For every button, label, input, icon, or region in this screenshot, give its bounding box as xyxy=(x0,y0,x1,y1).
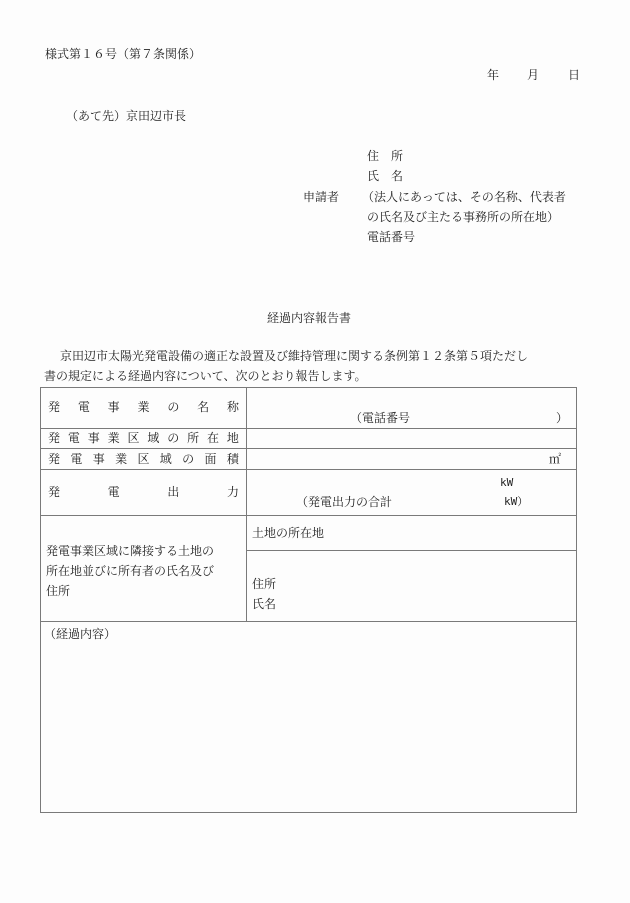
label-adjacent-land-line1: 発電事業区域に隣接する土地の xyxy=(46,544,215,558)
table-rule xyxy=(40,448,577,449)
business-phone-close: ） xyxy=(556,411,569,425)
label-char: 力 xyxy=(226,485,239,499)
power-output-field[interactable] xyxy=(248,471,498,491)
label-char: 在 xyxy=(207,431,220,445)
label-char: 業 xyxy=(107,431,120,445)
land-location-label: 土地の所在地 xyxy=(252,526,325,540)
document-title: 経過内容報告書 xyxy=(267,311,352,325)
label-char: 所 xyxy=(187,431,200,445)
label-char: 事 xyxy=(87,431,100,445)
table-rule xyxy=(40,515,577,516)
business-phone-label: （電話番号 xyxy=(350,411,411,425)
label-char: 域 xyxy=(159,452,172,466)
table-rule xyxy=(246,550,577,551)
label-adjacent-land-line3: 住所 xyxy=(46,584,71,598)
label-business-area-size xyxy=(48,452,239,466)
table-border-right xyxy=(576,387,577,813)
label-power-output xyxy=(48,485,239,499)
date-day-label: 日 xyxy=(568,68,581,82)
applicant-note-line1: （法人にあっては、その名称、代表者 xyxy=(362,190,566,204)
business-name-field[interactable] xyxy=(248,389,575,427)
label-char: の xyxy=(182,452,195,466)
applicant-note-line2: の氏名及び主たる事務所の所在地） xyxy=(367,210,560,224)
owner-address-label: 住所 xyxy=(252,577,277,591)
business-area-size-field[interactable] xyxy=(248,450,548,467)
label-business-area-location xyxy=(48,431,239,445)
label-char: 面 xyxy=(204,452,217,466)
label-business-name xyxy=(48,400,239,414)
label-char: 事 xyxy=(92,452,105,466)
progress-content-label: （経過内容） xyxy=(44,627,117,641)
table-rule xyxy=(40,621,577,622)
table-border-left xyxy=(40,387,41,813)
label-char: 電 xyxy=(77,400,90,414)
table-rule xyxy=(40,469,577,470)
label-char: 発 xyxy=(48,431,61,445)
form-number: 様式第１６号（第７条関係） xyxy=(45,47,202,61)
label-char: 業 xyxy=(115,452,128,466)
label-char: 名 xyxy=(197,400,210,414)
label-char: 地 xyxy=(226,431,239,445)
label-char: 発 xyxy=(48,452,61,466)
owner-name-label: 氏名 xyxy=(252,597,277,611)
date-year-label: 年 xyxy=(487,68,500,82)
table-rule xyxy=(40,428,577,429)
label-char: 電 xyxy=(107,485,120,499)
table-border-top xyxy=(40,387,577,388)
power-output-total-unit: kW） xyxy=(504,495,529,508)
table-border-bottom xyxy=(40,812,577,813)
land-location-field[interactable] xyxy=(330,518,574,548)
label-char: 発 xyxy=(48,400,61,414)
label-char: の xyxy=(167,400,180,414)
intro-line2: 書の規定による経過内容について、次のとおり報告します。 xyxy=(44,369,367,383)
label-adjacent-land xyxy=(46,541,214,601)
owner-field[interactable] xyxy=(285,553,574,619)
label-char: 電 xyxy=(67,431,80,445)
progress-content-field[interactable] xyxy=(42,645,574,810)
label-char: 業 xyxy=(137,400,150,414)
label-char: の xyxy=(167,431,180,445)
applicant-address-label: 住 所 xyxy=(367,149,404,163)
applicant-phone-label: 電話番号 xyxy=(367,230,416,244)
label-char: 積 xyxy=(226,452,239,466)
label-char: 事 xyxy=(107,400,120,414)
label-char: 出 xyxy=(167,485,180,499)
addressee: （あて先）京田辺市長 xyxy=(66,109,187,123)
label-char: 電 xyxy=(70,452,83,466)
date-month-label: 月 xyxy=(527,68,540,82)
applicant-name-label: 氏 名 xyxy=(367,169,404,183)
label-char: 域 xyxy=(147,431,160,445)
business-area-location-field[interactable] xyxy=(248,430,575,447)
area-unit: ㎡ xyxy=(549,452,562,466)
intro-line1: 京田辺市太陽光発電設備の適正な設置及び維持管理に関する条例第１２条第５項ただし xyxy=(60,349,529,363)
table-column-divider xyxy=(246,387,247,621)
applicant-role-label: 申請者 xyxy=(303,190,340,204)
label-adjacent-land-line2: 所在地並びに所有者の氏名及び xyxy=(46,564,215,578)
label-char: 発 xyxy=(48,485,61,499)
power-output-unit: kW xyxy=(500,476,514,489)
label-char: 称 xyxy=(226,400,239,414)
label-char: 区 xyxy=(127,431,140,445)
label-char: 区 xyxy=(137,452,150,466)
power-output-total-label: （発電出力の合計 xyxy=(296,495,393,509)
